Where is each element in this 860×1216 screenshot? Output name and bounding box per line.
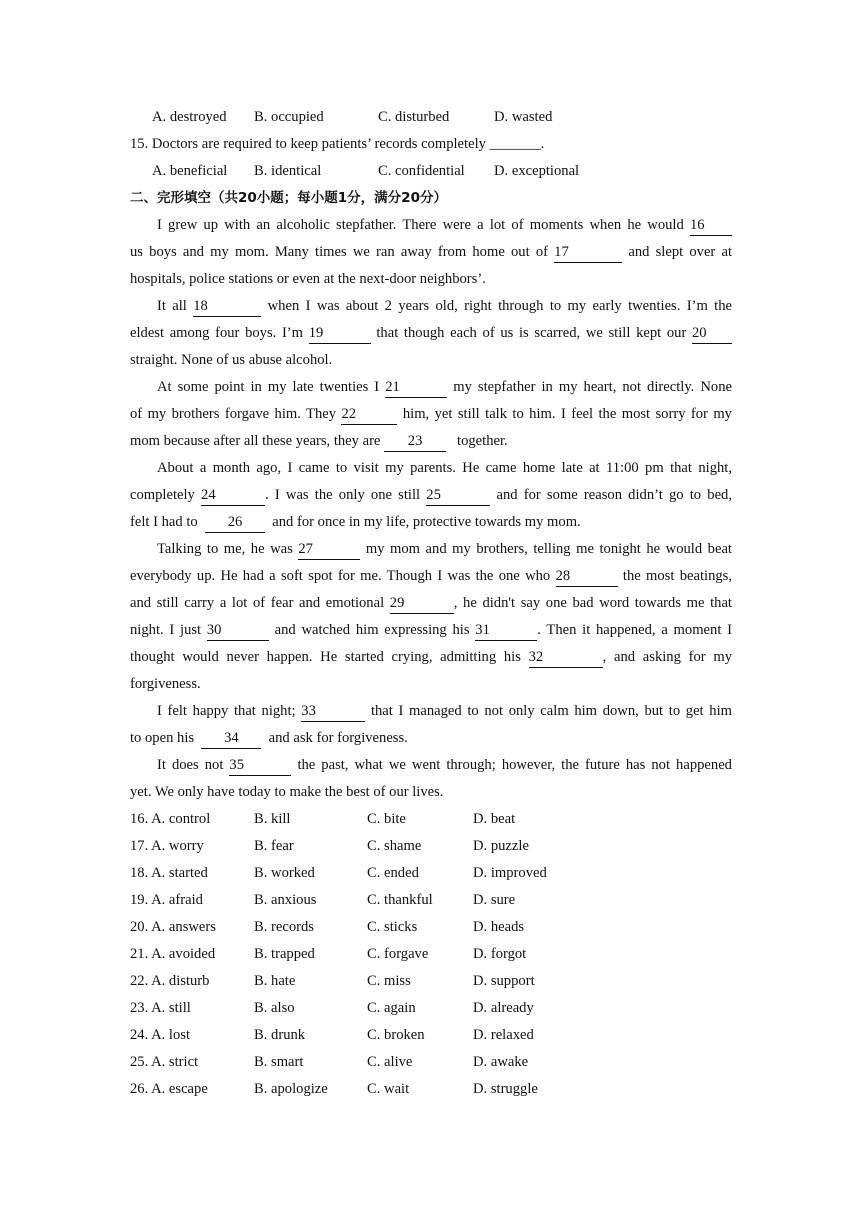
blank-33: 33 xyxy=(301,702,365,722)
passage-line xyxy=(130,239,732,266)
blank-22: 22 xyxy=(341,405,397,425)
option-c: C. again xyxy=(367,1000,416,1016)
blank-24: 24 xyxy=(201,486,265,506)
passage-text: . I was the only one still xyxy=(265,487,421,503)
passage-line: straight. None of us abuse alcohol. xyxy=(130,352,333,368)
passage-line xyxy=(157,536,732,563)
passage-line xyxy=(157,752,732,779)
blank-18: 18 xyxy=(193,297,261,317)
option-d: D. struggle xyxy=(473,1081,538,1097)
passage-text: him, yet still talk to him. I feel the most sorry for my xyxy=(402,406,732,422)
option-c: C. wait xyxy=(367,1081,410,1097)
option-b: B. worked xyxy=(254,865,315,881)
option-c: C. broken xyxy=(367,1027,425,1043)
option-c: C. miss xyxy=(367,973,411,989)
blank-30: 30 xyxy=(207,621,269,641)
option-d: D. sure xyxy=(473,892,516,908)
passage-text: and watched him expressing his xyxy=(274,622,470,638)
option-row-25 xyxy=(130,1049,732,1076)
option-b: B. smart xyxy=(254,1054,304,1070)
passage-text: Talking to me, he was xyxy=(157,541,293,557)
option-b: B. kill xyxy=(254,811,291,827)
q14-options xyxy=(152,104,754,131)
option-row-21 xyxy=(130,941,732,968)
q15-option-c: C. confidential xyxy=(378,163,465,179)
blank-25: 25 xyxy=(426,486,490,506)
blank-16: 16 xyxy=(690,216,732,236)
q15-stem: 15. Doctors are required to keep patients’ records completely _______. xyxy=(130,136,545,152)
option-d: D. heads xyxy=(473,919,525,935)
option-a: 21. A. avoided xyxy=(130,946,216,962)
option-b: B. trapped xyxy=(254,946,315,962)
option-row-22 xyxy=(130,968,732,995)
option-a: 18. A. started xyxy=(130,865,208,881)
passage-line xyxy=(130,320,732,347)
passage-text: I grew up with an alcoholic stepfather. There were a lot of moments when he would xyxy=(157,217,684,233)
option-b: B. also xyxy=(254,1000,295,1016)
passage-text: that though each of us is scarred, we still kept our xyxy=(376,325,687,341)
option-d: D. already xyxy=(473,1000,534,1016)
option-b: B. records xyxy=(254,919,314,935)
option-a: 20. A. answers xyxy=(130,919,216,935)
passage-line xyxy=(130,590,732,617)
option-c: C. forgave xyxy=(367,946,429,962)
option-d: D. puzzle xyxy=(473,838,529,854)
passage-text: and for some reason didn’t go to bed, xyxy=(496,487,732,503)
blank-29: 29 xyxy=(390,594,454,614)
passage-text: that I managed to not only calm him down, but to get him xyxy=(370,703,732,719)
passage-text: , and asking for my xyxy=(602,649,733,665)
passage-line xyxy=(130,482,732,509)
blank-28: 28 xyxy=(556,567,618,587)
option-a: 16. A. control xyxy=(130,811,211,827)
q14-option-a: A. destroyed xyxy=(152,109,227,125)
q15-options xyxy=(152,158,754,185)
passage-text: eldest among four boys. I’m xyxy=(130,325,304,341)
passage-line xyxy=(157,374,732,401)
option-a: 24. A. lost xyxy=(130,1027,191,1043)
option-a: 19. A. afraid xyxy=(130,892,203,908)
section-title: 二、完形填空（共20小题；每小题1分，满分20分） xyxy=(130,190,447,206)
passage-text: when I was about 2 years old, right through to my early twenties. I’m the xyxy=(267,298,732,314)
q15-option-a: A. beneficial xyxy=(152,163,228,179)
option-d: D. relaxed xyxy=(473,1027,534,1043)
passage-line xyxy=(130,725,732,752)
option-row-24 xyxy=(130,1022,732,1049)
blank-19: 19 xyxy=(309,324,371,344)
passage-line: forgiveness. xyxy=(130,676,201,692)
blank-34: 34 xyxy=(201,729,261,749)
passage-line xyxy=(130,509,732,536)
option-d: D. beat xyxy=(473,811,516,827)
blank-23: 23 xyxy=(384,432,446,452)
passage-text: At some point in my late twenties I xyxy=(157,379,380,395)
passage-line xyxy=(130,617,732,644)
passage-text: completely xyxy=(130,487,195,503)
passage-line xyxy=(130,428,732,455)
option-row-23 xyxy=(130,995,732,1022)
passage-text: my mom and my brothers, telling me tonight he would beat xyxy=(365,541,732,557)
option-d: D. forgot xyxy=(473,946,527,962)
option-d: D. improved xyxy=(473,865,547,881)
passage-line xyxy=(157,698,732,725)
option-row-18 xyxy=(130,860,732,887)
passage-line xyxy=(157,293,732,320)
blank-35: 35 xyxy=(229,756,291,776)
option-a: 22. A. disturb xyxy=(130,973,210,989)
passage-text: and still carry a lot of fear and emotional xyxy=(130,595,385,611)
blank-21: 21 xyxy=(385,378,447,398)
option-b: B. anxious xyxy=(254,892,317,908)
option-row-17 xyxy=(130,833,732,860)
passage-text: to open his xyxy=(130,730,195,746)
passage-text: night. I just xyxy=(130,622,202,638)
option-row-26 xyxy=(130,1076,732,1103)
option-c: C. bite xyxy=(367,811,406,827)
passage-line xyxy=(157,212,732,239)
option-c: C. shame xyxy=(367,838,422,854)
blank-26: 26 xyxy=(205,513,265,533)
q14-option-d: D. wasted xyxy=(494,109,553,125)
option-c: C. ended xyxy=(367,865,419,881)
option-c: C. thankful xyxy=(367,892,433,908)
option-a: 25. A. strict xyxy=(130,1054,199,1070)
option-d: D. support xyxy=(473,973,535,989)
passage-text: the past, what we went through; however, the future has not happened xyxy=(297,757,732,773)
passage-line: yet. We only have today to make the best of our lives. xyxy=(130,784,444,800)
passage-text: of my brothers forgave him. They xyxy=(130,406,337,422)
passage-line: About a month ago, I came to visit my parents. He came home late at 11:00 pm that night, xyxy=(157,460,732,476)
passage-text: It all xyxy=(157,298,187,314)
passage-text: the most beatings, xyxy=(622,568,733,584)
option-c: C. sticks xyxy=(367,919,418,935)
option-row-16 xyxy=(130,806,732,833)
blank-32: 32 xyxy=(529,648,603,668)
blank-17: 17 xyxy=(554,243,622,263)
passage-text: and slept over at xyxy=(628,244,733,260)
passage-text: together. xyxy=(457,433,508,449)
passage-text: mom because after all these years, they are xyxy=(130,433,381,449)
blank-20: 20 xyxy=(692,324,732,344)
option-a: 17. A. worry xyxy=(130,838,204,854)
passage-line xyxy=(130,644,732,671)
option-b: B. drunk xyxy=(254,1027,306,1043)
option-a: 26. A. escape xyxy=(130,1081,208,1097)
blank-31: 31 xyxy=(475,621,537,641)
passage-text: I felt happy that night; xyxy=(157,703,296,719)
passage-text: felt I had to xyxy=(130,514,198,530)
option-a: 23. A. still xyxy=(130,1000,191,1016)
passage-line xyxy=(130,563,732,590)
option-b: B. apologize xyxy=(254,1081,328,1097)
passage-text: It does not xyxy=(157,757,224,773)
passage-text: , he didn't say one bad word towards me that xyxy=(453,595,732,611)
q14-option-c: C. disturbed xyxy=(378,109,450,125)
option-row-20 xyxy=(130,914,732,941)
q14-option-b: B. occupied xyxy=(254,109,324,125)
blank-27: 27 xyxy=(298,540,360,560)
passage-line: hospitals, police stations or even at the next-door neighbors’. xyxy=(130,271,486,287)
passage-text: us boys and my mom. Many times we ran away from home out of xyxy=(130,244,548,260)
option-d: D. awake xyxy=(473,1054,529,1070)
q15-option-d: D. exceptional xyxy=(494,163,580,179)
passage-text: . Then it happened, a moment I xyxy=(537,622,733,638)
option-row-19 xyxy=(130,887,732,914)
option-b: B. fear xyxy=(254,838,294,854)
q15-option-b: B. identical xyxy=(254,163,322,179)
passage-text: and for once in my life, protective towards my mom. xyxy=(272,514,581,530)
passage-line xyxy=(130,401,732,428)
passage-text: thought would never happen. He started crying, admitting his xyxy=(130,649,521,665)
option-c: C. alive xyxy=(367,1054,413,1070)
passage-text: my stepfather in my heart, not directly. None xyxy=(453,379,732,395)
passage-text: and ask for forgiveness. xyxy=(268,730,408,746)
passage-text: everybody up. He had a soft spot for me. Though I was the one who xyxy=(130,568,551,584)
option-b: B. hate xyxy=(254,973,296,989)
